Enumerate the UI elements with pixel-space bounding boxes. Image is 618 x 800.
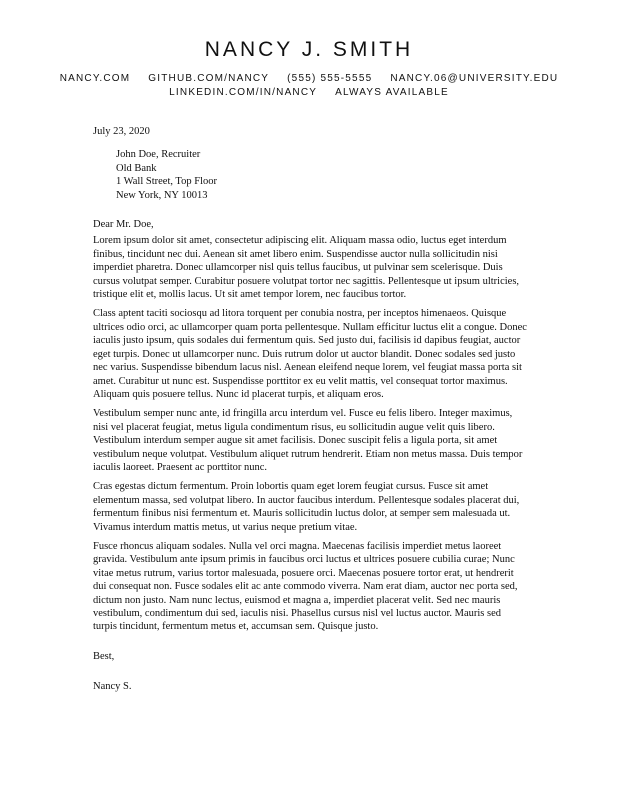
recipient-street: 1 Wall Street, Top Floor bbox=[116, 176, 217, 188]
paragraph: Vestibulum semper nunc ante, id fringilla arcu interdum vel. Fusce eu felis libero. Integer maximus, nisi vel placerat feugiat, metus ligula condimentum risus, eu sollicitudin augue velit quis libero. Vestibulum interdum semper augue sit amet facilisis. Donec suscipit felis a ligula porta, sit amet vestibulum neque volutpat. Vestibulum aliquet rutrum hendrerit. Etiam non metus massa. Duis tempor iaculis laoreet. Praesent ac porttitor nunc. bbox=[93, 408, 523, 473]
recipient-name: John Doe, Recruiter bbox=[116, 149, 201, 161]
contact-phone[interactable]: (555) 555-5555 bbox=[287, 73, 373, 84]
closing: Best, bbox=[93, 650, 115, 662]
contact-linkedin[interactable]: LINKEDIN.COM/IN/NANCY bbox=[169, 87, 318, 98]
paragraph: Class aptent taciti sociosqu ad litora torquent per conubia nostra, per inceptos himenaeos. Quisque ultrices odio orci, ac ullamcorper quam porta pellentesque. Nullam efficitur luctus elit a congue. Donec iaculis justo ipsum, quis sodales dui fermentum quis. Sed justo dui, facilisis id dapibus feugiat, auctor eget turpis. Donec ut ullamcorper nunc. Duis rutrum dolor ut auctor blandit. Donec sodales sed justo nec varius. Suspendisse bibendum lacus nisl. Aenean eleifend neque lorem, vel feugiat massa porta sit amet. Curabitur ut nunc est. Suspendisse porttitor ex eu velit mattis, vel consequat tortor maximus. Aliquam quis posuere tellus. Nunc id placerat turpis, et aliquam eros. bbox=[93, 308, 527, 400]
contact-website[interactable]: NANCY.COM bbox=[59, 73, 131, 84]
salutation: Dear Mr. Doe, bbox=[93, 219, 154, 231]
paragraph: Cras egestas dictum fermentum. Proin lobortis quam eget lorem feugiat cursus. Fusce sit amet elementum massa, sed volutpat libero. In auctor faucibus interdum. Pellentesque sodales placerat dui, fermentum finibus nisi fermentum et. Mauris sollicitudin luctus dolor, at semper sem malesuada ut. Vivamus interdum mattis metus, ut varius neque pretium vitae. bbox=[93, 481, 520, 533]
sender-name: NANCY J. SMITH bbox=[204, 38, 414, 61]
paragraph: Lorem ipsum dolor sit amet, consectetur adipiscing elit. Aliquam massa odio, luctus eget interdum finibus, tincidunt nec dui. Aenean sit amet libero enim. Suspendisse auctor nulla sollicitudin nisi imperdiet pharetra. Donec ullamcorper nisl quis tellus faucibus, ut pulvinar sem scelerisque. Duis cursus volutpat semper. Curabitur posuere volutpat tortor nec sagittis. Pellentesque ut ipsum ultricies, tristique elit et, mollis lacus. Ut sit amet tempor lorem, nec faucibus tortor. bbox=[93, 235, 520, 301]
letterhead bbox=[0, 36, 618, 100]
contact-line-1 bbox=[0, 72, 618, 86]
recipient-address bbox=[116, 148, 527, 202]
contact-availability: ALWAYS AVAILABLE bbox=[335, 87, 449, 98]
contact-line-2 bbox=[0, 86, 618, 100]
recipient-city: New York, NY 10013 bbox=[116, 189, 208, 201]
letter-date: July 23, 2020 bbox=[93, 126, 150, 137]
recipient-company: Old Bank bbox=[116, 162, 157, 174]
letter-body bbox=[93, 125, 527, 694]
contact-email[interactable]: NANCY.06@UNIVERSITY.EDU bbox=[390, 73, 559, 84]
paragraph: Fusce rhoncus aliquam sodales. Nulla vel orci magna. Maecenas facilisis imperdiet metus laoreet gravida. Vestibulum ante ipsum primis in faucibus orci luctus et ultrices posuere cubilia curae; Nunc vitae metus rutrum, varius tortor malesuada, posuere orci. Maecenas posuere tortor erat, ut hendrerit dui consequat non. Fusce sodales elit ac ante commodo viverra. Nam erat diam, auctor nec porta sed, dictum non justo. Nam nunc lectus, euismod et magna a, imperdiet placerat velit. Sed nec mauris vestibulum, condimentum dui sed, iaculis nisi. Phasellus cursus nisl vel luctus auctor. Mauris sed turpis tincidunt, fermentum metus et, accumsan sem. Quisque justo. bbox=[93, 540, 518, 633]
signature: Nancy S. bbox=[93, 681, 132, 693]
paragraphs bbox=[93, 234, 527, 633]
contact-github[interactable]: GITHUB.COM/NANCY bbox=[148, 73, 270, 84]
